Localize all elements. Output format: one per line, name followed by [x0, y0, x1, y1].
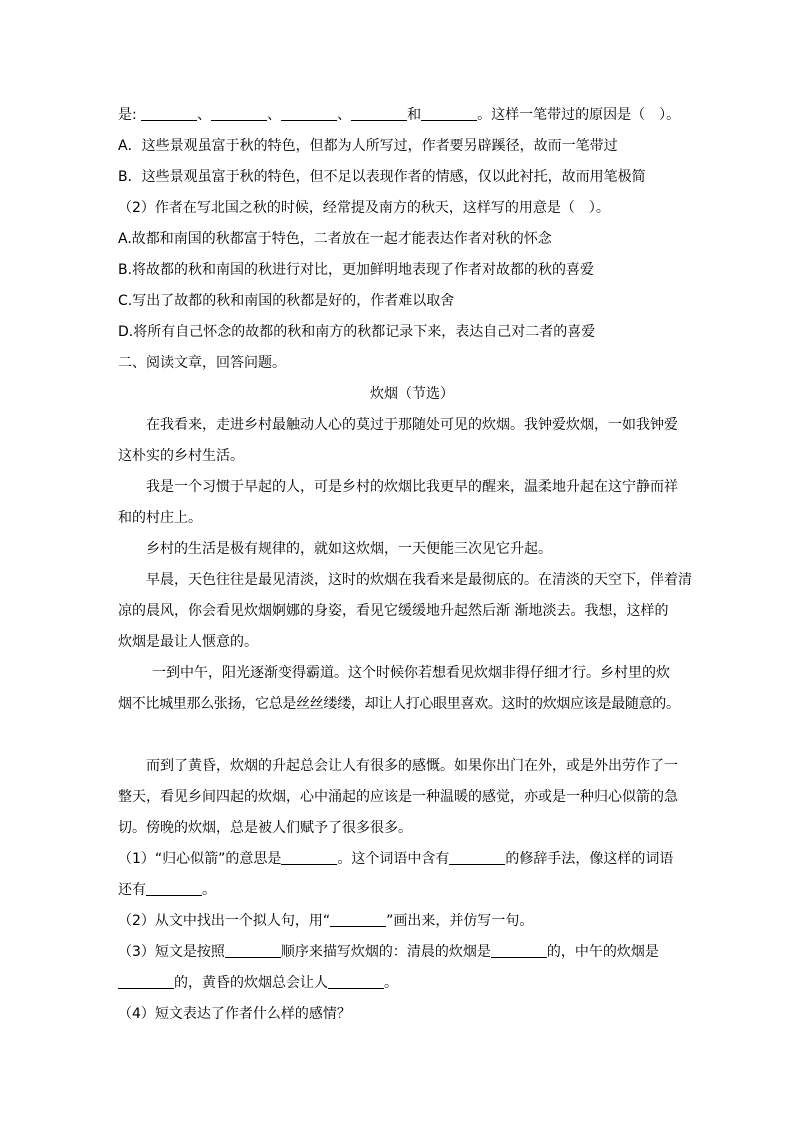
- spacer: [118, 720, 678, 751]
- paragraph-line: 凉的晨风，你会看见炊烟婀娜的身姿，看见它缓缓地升起然后渐 渐地淡去。我想，这样的: [118, 603, 669, 619]
- underline-sample: [330, 912, 386, 927]
- paragraph-line: 我是一个习惯于早起的人，可是乡村的炊烟比我更早的醒来，温柔地升起在这宁静而祥: [146, 479, 678, 495]
- answer-blank[interactable]: [118, 974, 174, 989]
- question-1: [118, 844, 678, 875]
- option-a: A．这些景观虽富于秋的特色，但都为人所写过，作者要另辟蹊径，故而一笔带过: [118, 138, 618, 154]
- option-b: B．这些景观虽富于秋的特色，但不足以表现作者的情感，仅以此衬托，故而用笔极简: [118, 169, 646, 185]
- question-text: （1）“归心似箭”的意思是: [118, 851, 282, 867]
- question-text: 顺序来描写炊烟的：清晨的炊烟是: [280, 944, 491, 960]
- paragraph-line: 和的村庄上。: [118, 510, 202, 526]
- paragraph-line: 烟不比城里那么张扬，它总是丝丝缕缕，却让人打心眼里喜欢。这时的炊烟应该是最随意的。: [118, 696, 680, 712]
- paragraph-line: 切。傍晚的炊烟，总是被人们赋予了很多很多。: [118, 820, 412, 836]
- question-text: 。: [384, 975, 398, 991]
- text-prefix: 是:: [118, 107, 137, 123]
- separator: 、: [197, 107, 212, 123]
- separator: 、: [337, 107, 352, 123]
- conjunction: 和: [407, 107, 422, 123]
- paragraph-line: 而到了黄昏，炊烟的升起总会让人有很多的感慨。如果你出门在外，或是外出劳作了一: [146, 758, 678, 774]
- question-1-cont: [118, 875, 678, 906]
- answer-blank[interactable]: [281, 850, 337, 865]
- document-page: [118, 100, 692, 1030]
- question-text: 。这个词语中含有: [337, 851, 450, 867]
- answer-blank[interactable]: [328, 974, 384, 989]
- paragraph-line: 炊烟是最让人惬意的。: [118, 634, 258, 650]
- paragraph-line: 在我看来，走进乡村最触动人心的莫过于那随处可见的炊烟。我钟爱炊烟，一如我钟爱: [146, 417, 678, 433]
- question-text: 。: [202, 882, 216, 898]
- question-4: （4）短文表达了作者什么样的感情？: [118, 1006, 351, 1022]
- q2-option-c: C.写出了故都的秋和南国的秋都是好的，作者难以取舍: [118, 293, 455, 309]
- answer-blank[interactable]: [141, 106, 197, 121]
- answer-blank[interactable]: [351, 106, 407, 121]
- paragraph-line: 一到中午，阳光逐渐变得霸道。这个时候你若想看见炊烟非得仔细才行。乡村里的炊: [152, 665, 670, 681]
- q2-option-a: A.故都和南国的秋都富于特色，二者放在一起才能表达作者对秋的怀念: [118, 231, 552, 247]
- text-suffix: 。这样一笔带过的原因是（ ）。: [477, 107, 681, 123]
- question-3: [118, 937, 678, 968]
- question-text: 的，黄昏的炊烟总会让人: [174, 975, 328, 991]
- article-title: 炊烟（节选）: [370, 386, 454, 402]
- answer-blank[interactable]: [421, 106, 477, 121]
- question-2: [118, 906, 678, 937]
- question-3-cont: [118, 968, 678, 999]
- paragraph-line: 乡村的生活是极有规律的，就如这炊烟，一天便能三次见它升起。: [146, 541, 552, 557]
- question-text: 还有: [118, 882, 146, 898]
- question-text: ”画出来，并仿写一句。: [386, 913, 534, 929]
- answer-blank[interactable]: [449, 850, 505, 865]
- q2-option-b: B.将故都的秋和南国的秋进行对比，更加鲜明地表现了作者对故都的秋的喜爱: [118, 262, 595, 278]
- paragraph-line: 这朴实的乡村生活。: [118, 448, 244, 464]
- question-text: 的修辞手法，像这样的词语: [505, 851, 674, 867]
- separator: 、: [267, 107, 282, 123]
- question-text: （2）从文中找出一个拟人句，用“: [118, 913, 331, 929]
- question-blank-line: [118, 100, 681, 131]
- paragraph-line: 整天，看见乡间四起的炊烟，心中涌起的应该是一种温暖的感觉，亦或是一种归心似箭的急: [118, 789, 678, 805]
- question-text: 的，中午的炊烟是: [546, 944, 659, 960]
- question-text: （3）短文是按照: [118, 944, 225, 960]
- q2-option-d: D.将所有自己怀念的故都的秋和南方的秋都记录下来，表达自己对二者的喜爱: [118, 324, 596, 340]
- question-2-stem: （2）作者在写北国之秋的时候，经常提及南方的秋天，这样写的用意是（ ）。: [118, 200, 610, 216]
- answer-blank[interactable]: [146, 881, 202, 896]
- section-heading: 二、阅读文章，回答问题。: [118, 355, 286, 371]
- answer-blank[interactable]: [491, 943, 547, 958]
- paragraph-line: 早晨，天色往往是最见清淡，这时的炊烟在我看来是最彻底的。在清淡的天空下，伴着清: [146, 572, 692, 588]
- answer-blank[interactable]: [211, 106, 267, 121]
- answer-blank[interactable]: [225, 943, 281, 958]
- answer-blank[interactable]: [281, 106, 337, 121]
